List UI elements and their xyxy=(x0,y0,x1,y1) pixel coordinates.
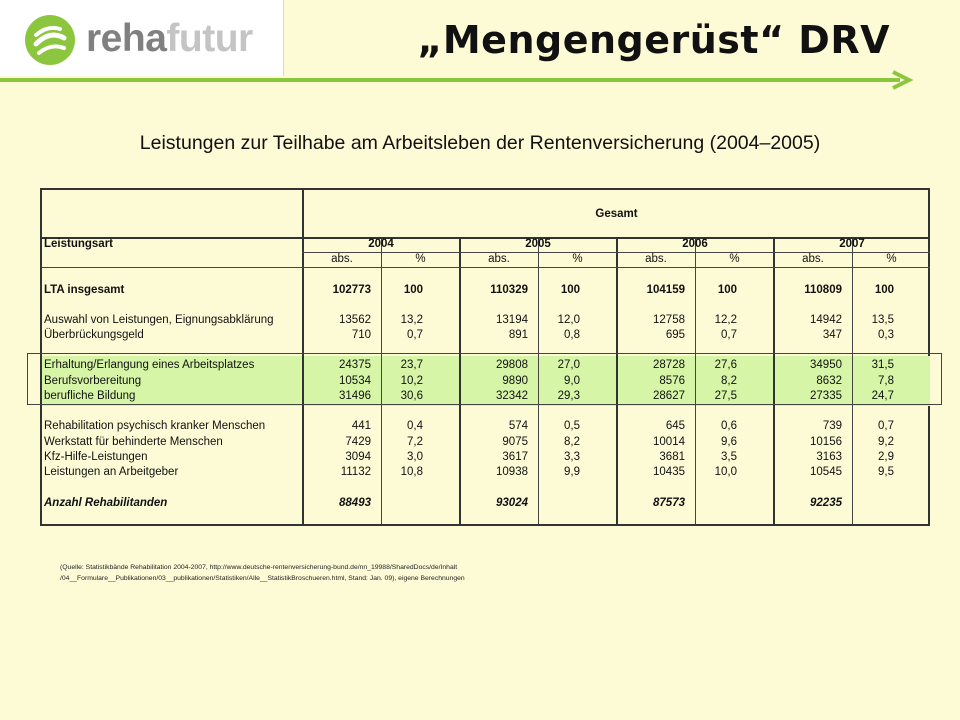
table-cell: 10,0 xyxy=(714,466,737,478)
row-label: Berufsvorbereitung xyxy=(44,375,142,387)
source-note xyxy=(60,562,465,584)
table-cell: 8576 xyxy=(659,375,685,387)
table-cell: 8632 xyxy=(816,375,842,387)
table-cell: 104159 xyxy=(646,284,685,296)
row-label: Anzahl Rehabilitanden xyxy=(44,497,168,509)
subheader-percent: % xyxy=(886,253,897,265)
subheader-percent: % xyxy=(572,253,583,265)
table-hline xyxy=(42,267,930,268)
table-cell: 31,5 xyxy=(871,359,894,371)
table-cell: 2,9 xyxy=(878,451,894,463)
table-cell: 10,2 xyxy=(400,375,423,387)
table-cell: 891 xyxy=(508,329,528,341)
table-cell: 0,3 xyxy=(878,329,894,341)
table-cell: 29,3 xyxy=(557,390,580,402)
table-cell: 441 xyxy=(351,420,371,432)
table-cell: 13562 xyxy=(339,314,371,326)
table-cell: 14942 xyxy=(810,314,842,326)
logo-text-reha: reha xyxy=(86,17,167,60)
table-cell: 34950 xyxy=(810,359,842,371)
table-cell: 10435 xyxy=(653,466,685,478)
table-cell: 29808 xyxy=(496,359,528,371)
slide-title: „Mengengerüst“ DRV xyxy=(417,18,890,62)
table-cell: 10534 xyxy=(339,375,371,387)
table-row-header: Leistungsart xyxy=(44,238,114,250)
row-label: LTA insgesamt xyxy=(44,284,125,296)
subheader-percent: % xyxy=(729,253,740,265)
table-cell: 8,2 xyxy=(564,436,580,448)
table-cell: 3,0 xyxy=(407,451,423,463)
row-label: Kfz-Hilfe-Leistungen xyxy=(44,451,148,463)
table-cell: 10938 xyxy=(496,466,528,478)
table-cell: 30,6 xyxy=(400,390,423,402)
table-cell: 3681 xyxy=(659,451,685,463)
table-cell: 9,2 xyxy=(878,436,894,448)
slide-subtitle: Leistungen zur Teilhabe am Arbeitsleben der Rentenversicherung (2004–2005) xyxy=(139,132,821,154)
table-cell: 100 xyxy=(717,284,737,296)
table-cell: 3,3 xyxy=(564,451,580,463)
table-cell: 93024 xyxy=(496,497,528,509)
table-cell: 12758 xyxy=(653,314,685,326)
logo-text-futur: futur xyxy=(166,17,253,60)
table-cell: 710 xyxy=(351,329,371,341)
title-arrow-rule xyxy=(0,70,960,94)
row-label: Auswahl von Leistungen, Eignungsabklärung xyxy=(44,314,274,326)
table-cell: 0,6 xyxy=(721,420,737,432)
table-cell: 0,7 xyxy=(878,420,894,432)
table-cell: 3163 xyxy=(816,451,842,463)
table-cell: 10156 xyxy=(810,436,842,448)
table-cell: 31496 xyxy=(339,390,371,402)
highlight-frame xyxy=(27,353,942,405)
table-cell: 110809 xyxy=(804,284,842,296)
year-header: 2004 xyxy=(368,238,394,250)
table-cell: 27,6 xyxy=(714,359,737,371)
table-cell: 27,0 xyxy=(557,359,580,371)
table-cell: 100 xyxy=(874,284,894,296)
table-cell: 574 xyxy=(508,420,528,432)
table-cell: 0,7 xyxy=(407,329,423,341)
subheader-abs: abs. xyxy=(802,253,824,265)
table-cell: 7,8 xyxy=(878,375,894,387)
table-cell: 88493 xyxy=(339,497,371,509)
table-cell: 87573 xyxy=(653,497,685,509)
table-cell: 3094 xyxy=(345,451,371,463)
table-cell: 7,2 xyxy=(407,436,423,448)
table-cell: 347 xyxy=(822,329,842,341)
table-cell: 110329 xyxy=(490,284,528,296)
table-cell: 92235 xyxy=(810,497,842,509)
row-label: Erhaltung/Erlangung eines Arbeitsplatzes xyxy=(44,359,255,371)
table-cell: 24,7 xyxy=(871,390,894,402)
table-cell: 12,2 xyxy=(714,314,737,326)
row-label: Überbrückungsgeld xyxy=(44,329,144,341)
table-cell: 739 xyxy=(822,420,842,432)
table-cell: 102773 xyxy=(332,284,371,296)
table-cell: 0,7 xyxy=(721,329,737,341)
table-cell: 23,7 xyxy=(400,359,423,371)
table-cell: 27,5 xyxy=(714,390,737,402)
subheader-percent: % xyxy=(415,253,426,265)
table-cell: 9075 xyxy=(502,436,528,448)
source-line-1: (Quelle: Statistikbände Rehabilitation 2004-2007, http://www.deutsche-rentenversicherung-bund.de/nn_19988/SharedDocs/de/Inhalt xyxy=(60,564,458,571)
table-cell: 695 xyxy=(665,329,685,341)
table-cell: 100 xyxy=(403,284,423,296)
subheader-abs: abs. xyxy=(488,253,510,265)
year-header: 2006 xyxy=(682,238,708,250)
row-label: Rehabilitation psychisch kranker Menschen xyxy=(44,420,266,432)
table-cell: 0,4 xyxy=(407,420,423,432)
table-cell: 100 xyxy=(560,284,580,296)
table-cell: 13194 xyxy=(496,314,528,326)
header-divider xyxy=(283,0,284,76)
table-cell: 9,5 xyxy=(878,466,894,478)
table-cell: 12,0 xyxy=(557,314,580,326)
table-cell: 10,8 xyxy=(400,466,423,478)
table-cell: 3,5 xyxy=(721,451,737,463)
subheader-abs: abs. xyxy=(331,253,353,265)
logo-wordmark xyxy=(86,17,253,61)
table-cell: 9,6 xyxy=(721,436,737,448)
table-cell: 0,5 xyxy=(564,420,580,432)
table-cell: 9,9 xyxy=(564,466,580,478)
table-cell: 9,0 xyxy=(564,375,580,387)
row-label: Werkstatt für behinderte Menschen xyxy=(44,436,223,448)
table-cell: 7429 xyxy=(345,436,371,448)
table-group-header: Gesamt xyxy=(595,208,638,220)
table-cell: 3617 xyxy=(502,451,528,463)
row-label: berufliche Bildung xyxy=(44,390,136,402)
table-cell: 28728 xyxy=(653,359,685,371)
table-cell: 9890 xyxy=(502,375,528,387)
table-cell: 24375 xyxy=(339,359,371,371)
year-header: 2007 xyxy=(839,238,865,250)
rehafutur-logo-icon xyxy=(24,14,76,66)
table-cell: 32342 xyxy=(496,390,528,402)
row-label: Leistungen an Arbeitgeber xyxy=(44,466,179,478)
table-cell: 0,8 xyxy=(564,329,580,341)
table-cell: 10545 xyxy=(810,466,842,478)
table-cell: 28627 xyxy=(653,390,685,402)
source-line-2: /04__Formulare__Publikationen/03__publikationen/Statistiken/Alle__StatistikBroschueren.html, Stand: Jan. 09), eigene Berechnungen xyxy=(60,575,465,582)
table-cell: 13,5 xyxy=(871,314,894,326)
subheader-abs: abs. xyxy=(645,253,667,265)
table-cell: 27335 xyxy=(810,390,842,402)
table-cell: 13,2 xyxy=(400,314,423,326)
year-header: 2005 xyxy=(525,238,551,250)
table-cell: 10014 xyxy=(653,436,685,448)
table-cell: 11132 xyxy=(340,466,371,478)
table-cell: 8,2 xyxy=(721,375,737,387)
table-cell: 645 xyxy=(665,420,685,432)
